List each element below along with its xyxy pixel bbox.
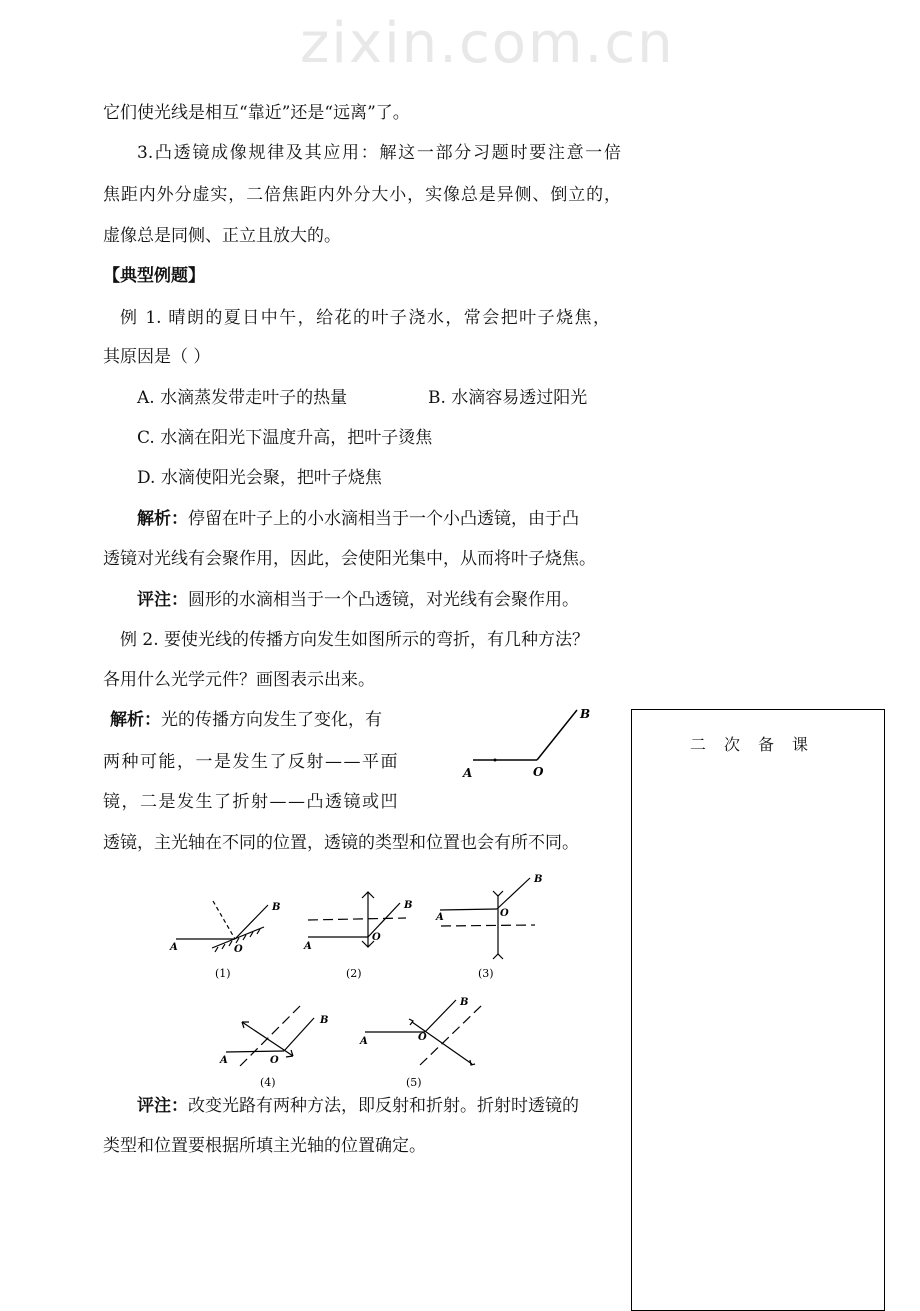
comment-text: 圆形的水滴相当于一个凸透镜，对光线有会聚作用。 xyxy=(188,590,579,610)
figure-1-plane-mirror xyxy=(176,901,268,952)
label-b: B xyxy=(272,902,281,913)
analysis-label: 解析： xyxy=(110,710,161,730)
paragraph-line: 3.凸透镜成像规律及其应用：解这一部分习题时要注意一倍 xyxy=(137,143,621,163)
label-b: B xyxy=(460,997,469,1008)
analysis-text: 停留在叶子上的小水滴相当于一个小凸透镜，由于凸 xyxy=(188,509,579,529)
label-o: O xyxy=(270,1055,279,1066)
light-path-figure xyxy=(455,700,605,780)
paragraph-line: 它们使光线是相互“靠近”还是“远离”了。 xyxy=(103,103,410,123)
option-a: A. 水滴蒸发带走叶子的热量 xyxy=(137,388,348,408)
paragraph-line: 焦距内外分虚实，二倍焦距内外分大小，实像总是异侧、倒立的， xyxy=(103,185,621,205)
label-b: B xyxy=(580,707,591,721)
analysis-line xyxy=(110,710,382,730)
question-line: 其原因是（ ） xyxy=(103,347,211,367)
comment-text: 改变光路有两种方法，即反射和折射。折射时透镜的 xyxy=(188,1096,579,1116)
comment-line xyxy=(137,1096,579,1116)
analysis-line: 两种可能，一是发生了反射——平面 xyxy=(103,752,399,772)
figure-caption: (3) xyxy=(478,967,494,980)
section-heading: 【典型例题】 xyxy=(103,266,205,286)
label-a: A xyxy=(220,1055,228,1066)
option-c: C. 水滴在阳光下温度升高，把叶子烫焦 xyxy=(137,428,433,448)
label-a: A xyxy=(360,1036,368,1047)
question-line: 例 2. 要使光线的传播方向发生如图所示的弯折，有几种方法？ xyxy=(120,630,590,650)
analysis-line xyxy=(137,509,579,529)
comment-line xyxy=(137,590,579,610)
box-title: 二次备课 xyxy=(689,735,826,754)
analysis-text: 光的传播方向发生了变化，有 xyxy=(161,710,382,730)
analysis-line: 透镜对光线有会聚作用，因此，会使阳光集中，从而将叶子烧焦。 xyxy=(103,549,596,569)
option-d: D. 水滴使阳光会聚，把叶子烧焦 xyxy=(137,468,382,488)
label-a: A xyxy=(463,766,473,780)
label-o: O xyxy=(500,908,509,919)
figure-caption: (4) xyxy=(260,1076,276,1089)
label-b: B xyxy=(534,874,543,885)
figure-2-convex-lens xyxy=(308,892,406,947)
paragraph-line: 虚像总是同侧、正立且放大的。 xyxy=(103,226,341,246)
solution-figures xyxy=(160,860,543,1090)
label-b: B xyxy=(404,900,413,911)
comment-label: 评注： xyxy=(137,590,188,610)
analysis-line: 透镜，主光轴在不同的位置，透镜的类型和位置也会有所不同。 xyxy=(103,833,579,853)
label-o: O xyxy=(418,1032,427,1043)
watermark: zixin.com.cn xyxy=(300,11,675,76)
figure-caption: (2) xyxy=(346,967,362,980)
secondary-prep-box xyxy=(631,709,885,1311)
label-a: A xyxy=(436,912,444,923)
label-a: A xyxy=(170,942,178,953)
option-b: B. 水滴容易透过阳光 xyxy=(428,388,588,408)
comment-line: 类型和位置要根据所填主光轴的位置确定。 xyxy=(103,1136,426,1156)
figure-caption: (1) xyxy=(215,967,231,980)
analysis-line: 镜，二是发生了折射——凸透镜或凹 xyxy=(103,792,399,812)
label-o: O xyxy=(372,932,381,943)
question-line: 例 1. 晴朗的夏日中午，给花的叶子浇水，常会把叶子烧焦， xyxy=(120,308,610,328)
label-o: O xyxy=(533,765,544,779)
question-line: 各用什么光学元件？画图表示出来。 xyxy=(103,670,375,690)
label-o: O xyxy=(234,944,243,955)
label-b: B xyxy=(320,1015,329,1026)
analysis-label: 解析： xyxy=(137,509,188,529)
figure-caption: (5) xyxy=(406,1076,422,1089)
comment-label: 评注： xyxy=(137,1096,188,1116)
figure-3-concave-lens xyxy=(440,878,535,959)
label-a: A xyxy=(304,941,312,952)
